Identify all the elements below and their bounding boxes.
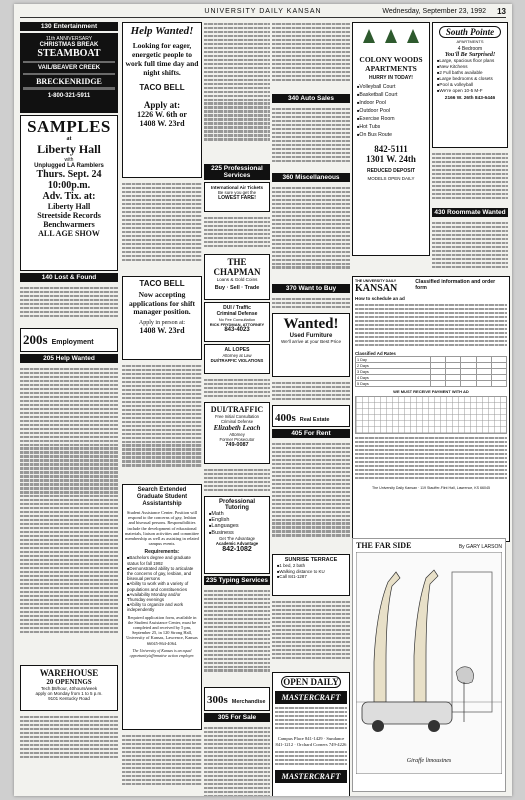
tutoring-subject: ■ Business bbox=[209, 530, 265, 536]
help-wanted-listings bbox=[20, 365, 118, 663]
dui-traffic-ad bbox=[204, 402, 270, 464]
tree-icon bbox=[363, 29, 375, 43]
col4-listings-2 bbox=[272, 379, 350, 403]
colony-model: MODELS OPEN DAILY bbox=[367, 176, 415, 181]
tutoring-subject: ■ Math bbox=[209, 511, 265, 517]
section-heading-want-to-buy: 370 Want to Buy bbox=[272, 284, 350, 293]
breckenridge-title: BRECKENRIDGE bbox=[36, 76, 102, 86]
chapman-title: THE CHAPMAN bbox=[213, 257, 261, 277]
section-heading-for-sale: 305 For Sale bbox=[204, 713, 270, 722]
employment-ad bbox=[20, 328, 118, 352]
taco-shift-body: Now accepting applications for shift manager position. bbox=[128, 290, 196, 316]
form-howto: How to schedule an ad bbox=[355, 296, 405, 301]
grad-req: ■ Bachelors degree and graduate status for fall 1992 bbox=[127, 555, 197, 565]
kansan-banner: THE UNIVERSITY DAILY bbox=[355, 279, 397, 283]
col2-listings-2 bbox=[122, 362, 202, 482]
warehouse-pay: Tech $8/hour, 40hours/week bbox=[40, 686, 98, 691]
column-5 bbox=[352, 20, 430, 258]
lopes-practice: DUI/TRAFFIC VIOLATIONS bbox=[210, 358, 264, 363]
col3-listings-4 bbox=[204, 466, 270, 494]
south-pointe-line-1: 4 Bedroom bbox=[457, 46, 483, 52]
far-side-header bbox=[353, 539, 505, 552]
roommate-listings bbox=[432, 219, 508, 273]
chapman-ad bbox=[204, 254, 270, 300]
dui-name: RICK FRYDMAN, ATTORNEY bbox=[209, 322, 265, 327]
issue-date: Wednesday, September 23, 1992 bbox=[382, 8, 486, 15]
col3-listings-3 bbox=[204, 376, 270, 400]
form-header bbox=[355, 279, 507, 294]
south-pointe-feature: ■ We're open 10-5 M-F bbox=[437, 88, 503, 94]
steamboat-break: CHRISTMAS BREAK bbox=[39, 42, 99, 48]
south-pointe-feature: ■ Large, spacious floor plans bbox=[437, 58, 503, 64]
rates-cell: 4 Days bbox=[356, 375, 431, 381]
traffic-phone: 749-0087 bbox=[225, 442, 249, 448]
south-pointe-sub: APARTMENTS bbox=[456, 39, 484, 44]
colony-amenity: ■ Hot Tubs bbox=[357, 123, 425, 131]
tutoring-title: Professional Tutoring bbox=[218, 499, 255, 511]
samples-tickets: Adv. Tix. at: bbox=[42, 191, 96, 202]
taco-shift-brand: TACO BELL bbox=[139, 279, 185, 288]
section-heading-help-wanted: 205 Help Wanted bbox=[20, 354, 118, 363]
far-side-title: THE FAR SIDE bbox=[356, 541, 412, 550]
sunrise-title: SUNRISE TERRACE bbox=[284, 557, 338, 563]
colony-title: COLONY WOODS APARTMENTS bbox=[359, 55, 423, 73]
sunrise-feature: ■ Walking distance to KU bbox=[277, 569, 345, 575]
column-3 bbox=[204, 20, 270, 796]
grad-req: ■ Availability Monday and/or Thursday evenings bbox=[127, 592, 197, 602]
tree-icon bbox=[385, 29, 397, 43]
taco-help-body: Looking for eager, energetic people to work full time day and night shifts. bbox=[125, 41, 199, 77]
chapman-line-1: Loans & Gold Coins bbox=[216, 277, 258, 282]
dui-ad bbox=[204, 302, 270, 342]
rates-cell: 2 Days bbox=[356, 363, 431, 369]
section-heading-misc: 360 Miscellaneous bbox=[272, 173, 350, 182]
section-heading-for-rent: 405 For Rent bbox=[272, 429, 350, 438]
samples-at: at bbox=[66, 136, 72, 142]
form-deadline: WE MUST RECEIVE PAYMENT WITH AD bbox=[393, 389, 469, 394]
lopes-role: Attorney at Law bbox=[222, 353, 252, 358]
dui-line-3: No Fee Consultation bbox=[218, 317, 256, 322]
south-pointe-ad bbox=[432, 22, 508, 148]
rates-cell: 1 Day bbox=[356, 357, 431, 363]
auto-listings bbox=[272, 105, 350, 171]
open-daily-locations: Campus Place 841-1429 · Sundance 841-1212 · Orchard Corners 749-4226 bbox=[275, 736, 347, 747]
misc-listings bbox=[272, 184, 350, 282]
merch-label: Merchandise bbox=[231, 699, 266, 705]
traffic-line-1: Free Initial Consultation bbox=[215, 414, 259, 419]
colony-amenity: ■ Exercise Room bbox=[357, 115, 425, 123]
south-pointe-feature: ■ Large bedrooms & closets bbox=[437, 76, 503, 82]
tutoring-subjects bbox=[207, 511, 267, 536]
col6-listings-1 bbox=[432, 150, 508, 206]
rates-cell: 5 Days bbox=[356, 381, 431, 387]
open-daily-listings bbox=[275, 704, 347, 736]
dui-line-1: DUI / Traffic bbox=[223, 305, 251, 311]
section-heading-lost-found: 140 Lost & Found bbox=[20, 273, 118, 282]
grad-eo: The University of Kansas is an equal opportunity/affirmative action employer. bbox=[129, 647, 195, 658]
col3-listings-top bbox=[204, 20, 270, 162]
samples-venue: Liberty Hall bbox=[37, 142, 101, 156]
grad-requirements bbox=[125, 555, 199, 612]
traffic-line-3: Former Prosecutor bbox=[219, 437, 255, 442]
for-rent-listings bbox=[272, 440, 350, 552]
samples-note: ALL AGE SHOW bbox=[38, 229, 100, 238]
air-title: International Air Tickets bbox=[210, 185, 264, 190]
lost-found-listings bbox=[20, 284, 118, 326]
samples-outlet-3: Benchwarmers bbox=[43, 220, 95, 229]
samples-with: with bbox=[64, 157, 74, 163]
rates-title: Classified Ad Rates bbox=[355, 351, 396, 356]
sunrise-features bbox=[275, 563, 347, 580]
vail-title: VAIL/BEAVER CREEK bbox=[37, 64, 101, 71]
want-listings bbox=[272, 295, 350, 311]
colony-amenity: ■ Outdoor Pool bbox=[357, 107, 425, 115]
colony-phone: 842-5111 bbox=[374, 144, 408, 154]
grad-title: Search Extended Graduate Student Assistantship bbox=[136, 487, 188, 507]
dui-line-2: Criminal Defense bbox=[216, 311, 258, 317]
form-grid[interactable] bbox=[355, 396, 507, 434]
colony-sub: HURRY IN TODAY! bbox=[369, 75, 413, 81]
col3-listings-2 bbox=[204, 214, 270, 252]
col4-listings-top bbox=[272, 20, 350, 92]
traffic-line-2: Criminal Defense bbox=[220, 419, 254, 424]
page-header bbox=[20, 7, 506, 18]
tutoring-tagline: Get The Advantage bbox=[218, 535, 255, 541]
real-estate-label: Real Estate bbox=[299, 417, 330, 423]
tutoring-name: Academic Advantage bbox=[215, 540, 259, 546]
column-4 bbox=[272, 20, 350, 796]
paper-title: UNIVERSITY DAILY KANSAN bbox=[204, 8, 322, 15]
sunrise-feature: ■ Call 841-1287 bbox=[277, 574, 345, 580]
warehouse-ad bbox=[20, 665, 118, 711]
page-number: 13 bbox=[497, 7, 506, 16]
taco-bell-help-ad bbox=[122, 22, 202, 178]
grad-assistantship-ad bbox=[122, 484, 202, 730]
rates-row bbox=[356, 381, 507, 387]
steamboat-ad bbox=[20, 33, 118, 113]
grad-req: ■ Ability to work with a variety of populations and constituencies bbox=[127, 581, 197, 591]
open-daily-ad bbox=[272, 672, 350, 796]
wanted-line-2: We'll arrive at your Best Price bbox=[280, 339, 342, 344]
rates-cell: 3 Days bbox=[356, 369, 431, 375]
warehouse-address: 9101 Kentucky Road bbox=[48, 696, 90, 701]
colony-amenity: ■ Indoor Pool bbox=[357, 99, 425, 107]
column-6 bbox=[432, 20, 508, 273]
wanted-furniture-ad bbox=[272, 313, 350, 377]
taco-help-addr-1: 1226 W. 6th or bbox=[137, 110, 187, 119]
far-side-byline: By GARY LARSON bbox=[458, 544, 502, 550]
tutoring-subject: ■ Languages bbox=[209, 523, 265, 529]
steamboat-title: STEAMBOAT bbox=[37, 48, 101, 59]
far-side-comic bbox=[352, 538, 506, 792]
steamboat-anniversary: 11th ANNIVERSARY bbox=[45, 36, 93, 42]
col4-listings-3 bbox=[272, 598, 350, 670]
section-heading-roommate: 430 Roommate Wanted bbox=[432, 208, 508, 217]
for-sale-listings bbox=[204, 724, 270, 796]
form-fields[interactable] bbox=[355, 434, 507, 486]
col2-listings-1 bbox=[122, 180, 202, 274]
newspaper-page bbox=[14, 4, 512, 796]
kansan-logo bbox=[355, 279, 412, 294]
colony-amenities bbox=[355, 83, 427, 139]
tree-icons bbox=[355, 29, 427, 48]
real-estate-ad bbox=[272, 405, 350, 427]
open-daily-title: OPEN DAILY bbox=[281, 676, 341, 688]
form-title: Classified information and order form bbox=[415, 279, 496, 291]
grad-req: ■ Ability to organize and work independently bbox=[127, 602, 197, 612]
wanted-line-1: Used Furniture bbox=[289, 333, 333, 339]
section-heading-typing: 235 Typing Services bbox=[205, 577, 269, 584]
col2-listings-3 bbox=[122, 732, 202, 794]
section-heading-services: 225 Professional Services bbox=[204, 164, 270, 180]
grad-req-title: Requirements: bbox=[144, 549, 180, 556]
far-side-caption: Giraffe limousines bbox=[406, 758, 452, 764]
colony-amenity: ■ Basketball Court bbox=[357, 91, 425, 99]
air-tickets-ad bbox=[204, 182, 270, 212]
colony-address: 1301 W. 24th bbox=[366, 154, 416, 164]
taco-help-title: Help Wanted! bbox=[130, 25, 194, 37]
chapman-line-2: Buy · Sell · Trade bbox=[214, 285, 260, 291]
colony-amenity: ■ Volleyball Court bbox=[357, 83, 425, 91]
sunrise-feature: ■ 1 bed, 2 bath bbox=[277, 563, 345, 569]
air-line-2: LOWEST FARE! bbox=[218, 195, 256, 201]
south-pointe-logo: South Pointe bbox=[439, 26, 501, 38]
samples-ad bbox=[20, 115, 118, 271]
air-line-1: Be sure you get the bbox=[217, 190, 257, 195]
colony-amenity: ■ On Bus Route bbox=[357, 131, 425, 139]
dui-phone: 843-4023 bbox=[224, 327, 250, 333]
typing-listings bbox=[204, 587, 270, 685]
samples-outlet-2: Streetside Records bbox=[37, 211, 101, 220]
warehouse-apply: apply on Monday from 1 to 5 p.m. bbox=[35, 691, 103, 696]
samples-date: Thurs. Sept. 24 bbox=[36, 169, 102, 180]
section-heading-entertainment: 130 Entertainment bbox=[20, 22, 118, 31]
grad-body: Student Assistance Center. Position will respond to the concerns of gay, lesbian and bisexual persons. Responsibilities include the development of educational materials, liaison activities and committee membership as well as assisting in related campus events. bbox=[125, 510, 200, 547]
samples-outlet-1: Liberty Hall bbox=[47, 202, 91, 211]
taco-help-addr-2: 1408 W. 23rd bbox=[139, 119, 185, 128]
taco-help-brand: TACO BELL bbox=[139, 83, 185, 92]
traffic-name: Elizabeth Leach bbox=[213, 424, 261, 432]
form-footer: The University Daily Kansan · 119 Stauffer-Flint Hall, Lawrence, KS 66045 bbox=[371, 486, 491, 490]
south-pointe-feature: ■ 2 Full baths available bbox=[437, 70, 503, 76]
column-1 bbox=[20, 20, 118, 765]
section-heading-auto: 340 Auto Sales bbox=[272, 94, 350, 103]
help-wanted-listings-2 bbox=[20, 713, 118, 765]
taco-bell-shift-ad bbox=[122, 276, 202, 360]
south-pointe-feature: ■ Pool & volleyball bbox=[437, 82, 503, 88]
mastercraft-logo-2: MASTERCRAFT bbox=[275, 770, 347, 783]
traffic-title: DUI/TRAFFIC bbox=[210, 405, 264, 414]
tutoring-phone: 842-1082 bbox=[222, 545, 252, 553]
traffic-role: Attorney bbox=[229, 432, 245, 437]
south-pointe-feature: ■ New Kitchens bbox=[437, 64, 503, 70]
merch-number: 300s bbox=[207, 694, 228, 706]
lopes-ad bbox=[204, 344, 270, 374]
mastercraft-logo-1: MASTERCRAFT bbox=[275, 691, 347, 704]
colony-woods-ad bbox=[352, 22, 430, 256]
wanted-title: Wanted! bbox=[283, 316, 339, 332]
colony-deposit: REDUCED DEPOSIT bbox=[366, 168, 416, 174]
classified-order-form bbox=[352, 276, 510, 542]
rates-table bbox=[355, 356, 507, 387]
samples-band: Unplugged LA Ramblers bbox=[34, 163, 104, 169]
taco-shift-apply: Apply in person at: bbox=[138, 319, 186, 326]
employment-label: Employment bbox=[51, 339, 94, 346]
grad-apply: Required application form, available in the Student Assistance Center, must be completed and received by 5 pm, September 25, in 120 Strong Hall, University of Kansas, Lawrence, Kansas 66045-864-4064. bbox=[126, 614, 198, 646]
form-instructions bbox=[355, 301, 507, 351]
south-pointe-line-2: You'll Be Surprised! bbox=[444, 52, 496, 58]
real-estate-number: 400s bbox=[275, 412, 296, 424]
lopes-name: AL LOPES bbox=[224, 347, 250, 353]
south-pointe-features bbox=[435, 58, 505, 94]
far-side-drawing bbox=[356, 552, 502, 774]
taco-help-apply: Apply at: bbox=[143, 100, 181, 110]
warehouse-openings: 20 OPENINGS bbox=[46, 678, 92, 686]
column-2 bbox=[122, 20, 202, 794]
samples-time: 10:00p.m. bbox=[47, 180, 91, 191]
sunrise-terrace-ad bbox=[272, 554, 350, 596]
grad-req: ■ Demonstrated ability to articulate the concerns of gay, lesbian, and bisexual persons bbox=[127, 566, 197, 582]
tree-icon bbox=[407, 29, 419, 43]
taco-shift-addr: 1408 W. 23rd bbox=[139, 325, 185, 335]
open-daily-listings-2 bbox=[275, 748, 347, 768]
south-pointe-address: 2166 W. 26th 843-6446 bbox=[444, 96, 496, 101]
steamboat-phone: 1-800-321-5911 bbox=[47, 92, 91, 99]
merchandise-ad bbox=[204, 687, 270, 711]
tutoring-ad bbox=[204, 496, 270, 574]
kansan-name: KANSAN bbox=[355, 283, 398, 294]
tutoring-subject: ■ English bbox=[209, 517, 265, 523]
warehouse-title: WAREHOUSE bbox=[39, 668, 99, 678]
employment-number: 200s bbox=[23, 332, 48, 347]
samples-title: SAMPLES bbox=[27, 117, 111, 136]
